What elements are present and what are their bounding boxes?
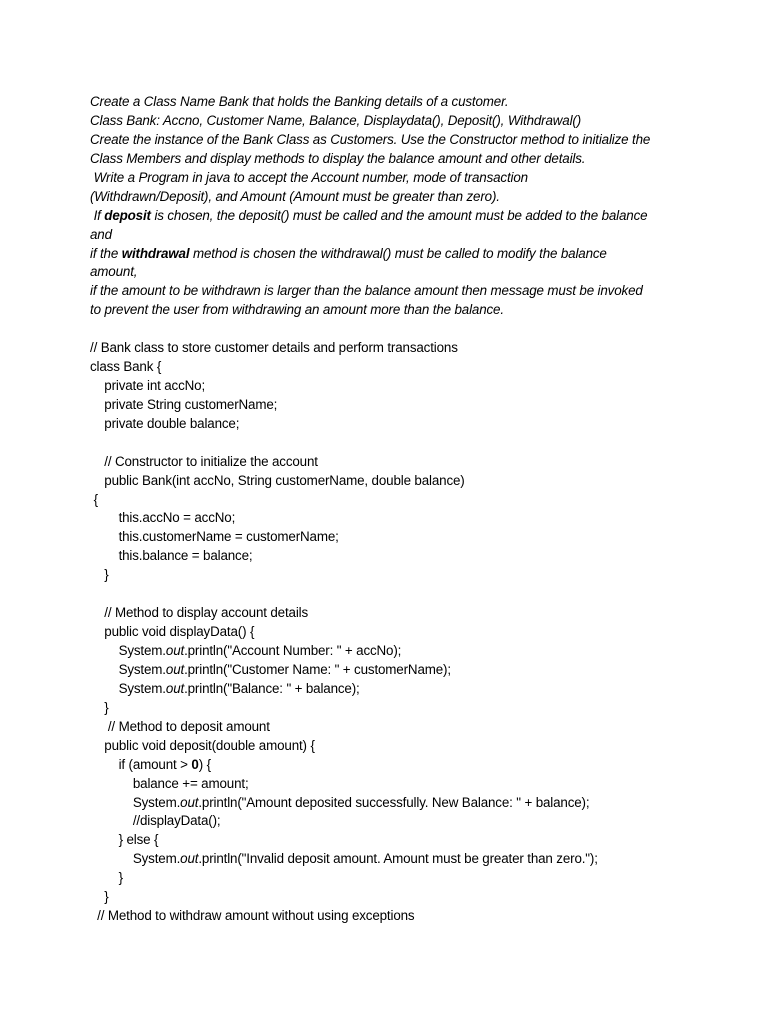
text-run: .println("Customer Name: " + customerName);	[184, 661, 451, 677]
text-run: if the amount to be withdrawn is larger than the balance amount then message must be invoked	[90, 283, 643, 299]
text-run: private double balance;	[90, 415, 240, 431]
text-run: method is chosen the withdrawal() must be called to modify the balance	[189, 245, 607, 261]
statement-line	[90, 263, 710, 282]
text-run: (Withdrawn/Deposit), and Amount (Amount must be greater than zero).	[90, 188, 500, 204]
statement-line	[90, 226, 710, 245]
text-run: System.	[90, 794, 181, 810]
statement-line	[90, 188, 710, 207]
code-line	[90, 812, 710, 831]
text-run: class Bank {	[90, 358, 162, 374]
code-line	[90, 718, 710, 737]
text-run: balance += amount;	[90, 775, 249, 791]
code-line	[90, 850, 710, 869]
code-line	[90, 642, 710, 661]
text-run: If	[90, 207, 105, 223]
text-run: private String customerName;	[90, 396, 278, 412]
text-run: Class Bank: Accno, Customer Name, Balance, Displaydata(), Deposit(), Withdrawal()	[90, 112, 582, 128]
text-run: .println("Invalid deposit amount. Amount must be greater than zero.");	[198, 851, 598, 867]
text-run: .println("Balance: " + balance);	[184, 680, 360, 696]
text-run: Create the instance of the Bank Class as Customers. Use the Constructor method to initialize the	[90, 131, 651, 147]
text-run: }	[90, 567, 109, 583]
text-run: amount,	[90, 264, 138, 280]
code-line	[90, 491, 710, 510]
code-line	[90, 604, 710, 623]
code-line	[90, 869, 710, 888]
bold-text: 0	[191, 756, 199, 772]
code-line	[90, 339, 710, 358]
text-run: public Bank(int accNo, String customerName, double balance)	[90, 472, 465, 488]
code-line	[90, 794, 710, 813]
italic-text: out	[165, 661, 185, 677]
code-line	[90, 566, 710, 585]
code-line	[90, 775, 710, 794]
code-line	[90, 831, 710, 850]
text-run: private int accNo;	[90, 377, 206, 393]
text-run: Create a Class Name Bank that holds the Banking details of a customer.	[90, 94, 509, 109]
text-run: System.	[90, 661, 166, 677]
text-run: .println("Account Number: " + accNo);	[184, 643, 402, 658]
statement-line	[90, 112, 710, 131]
text-run: .println("Amount deposited successfully. New Balance: " + balance);	[198, 794, 590, 810]
code-line	[90, 661, 710, 680]
code-line	[90, 396, 710, 415]
italic-text: out	[180, 851, 199, 867]
bold-text: deposit	[104, 207, 151, 223]
text-run: // Bank class to store customer details and perform transactions	[90, 340, 458, 355]
statement-line	[90, 131, 710, 150]
text-run: {	[90, 491, 98, 507]
text-run: //displayData();	[90, 813, 221, 829]
text-run: // Method to withdraw amount without using exceptions	[90, 908, 415, 924]
text-run: }	[90, 889, 109, 905]
text-run: if the	[90, 245, 122, 261]
code-line	[90, 509, 710, 528]
text-run: this.customerName = customerName;	[90, 529, 339, 545]
text-run: this.balance = balance;	[90, 548, 253, 564]
text-run: to prevent the user from withdrawing an amount more than the balance.	[90, 302, 504, 318]
code-line	[90, 737, 710, 756]
code-line	[90, 434, 710, 453]
code-line	[90, 680, 710, 699]
code-line	[90, 623, 710, 642]
code-line	[90, 415, 710, 434]
text-run: System.	[90, 643, 166, 658]
text-run: Class Members and display methods to display the balance amount and other details.	[90, 150, 586, 166]
code-line	[90, 585, 710, 604]
text-run: public void deposit(double amount) {	[90, 737, 315, 753]
italic-text: out	[165, 643, 185, 658]
bold-text: withdrawal	[121, 245, 190, 261]
text-run: ) {	[198, 756, 211, 772]
code-line	[90, 699, 710, 718]
code-line	[90, 907, 710, 926]
text-run: System.	[90, 680, 166, 696]
text-run: if (amount >	[90, 756, 192, 772]
italic-text: out	[165, 680, 185, 696]
text-run: // Method to display account details	[90, 605, 309, 621]
statement-line	[90, 150, 710, 169]
code-line	[90, 756, 710, 775]
code-line	[90, 453, 710, 472]
code-line	[90, 888, 710, 907]
code-line	[90, 547, 710, 566]
statement-line	[90, 93, 710, 112]
text-run: this.accNo = accNo;	[90, 510, 236, 526]
italic-text: out	[180, 794, 199, 810]
statement-line	[90, 245, 710, 264]
code-line	[90, 358, 710, 377]
text-run: // Method to deposit amount	[90, 718, 270, 734]
text-run: and	[90, 226, 112, 242]
java-code-listing	[90, 339, 710, 926]
text-run: is chosen, the deposit() must be called and the amount must be added to the balance	[150, 207, 648, 223]
text-run: Write a Program in java to accept the Account number, mode of transaction	[90, 169, 528, 185]
code-line	[90, 472, 710, 491]
text-run: }	[90, 870, 123, 886]
statement-line	[90, 207, 710, 226]
statement-line	[90, 301, 710, 320]
text-run: public void displayData() {	[90, 624, 255, 640]
text-run: } else {	[90, 832, 159, 848]
statement-line	[90, 169, 710, 188]
problem-statement	[90, 93, 710, 320]
statement-line	[90, 282, 710, 301]
text-run: }	[90, 699, 109, 715]
code-line	[90, 377, 710, 396]
text-run: // Constructor to initialize the account	[90, 453, 318, 469]
text-run: System.	[90, 851, 181, 867]
code-line	[90, 528, 710, 547]
